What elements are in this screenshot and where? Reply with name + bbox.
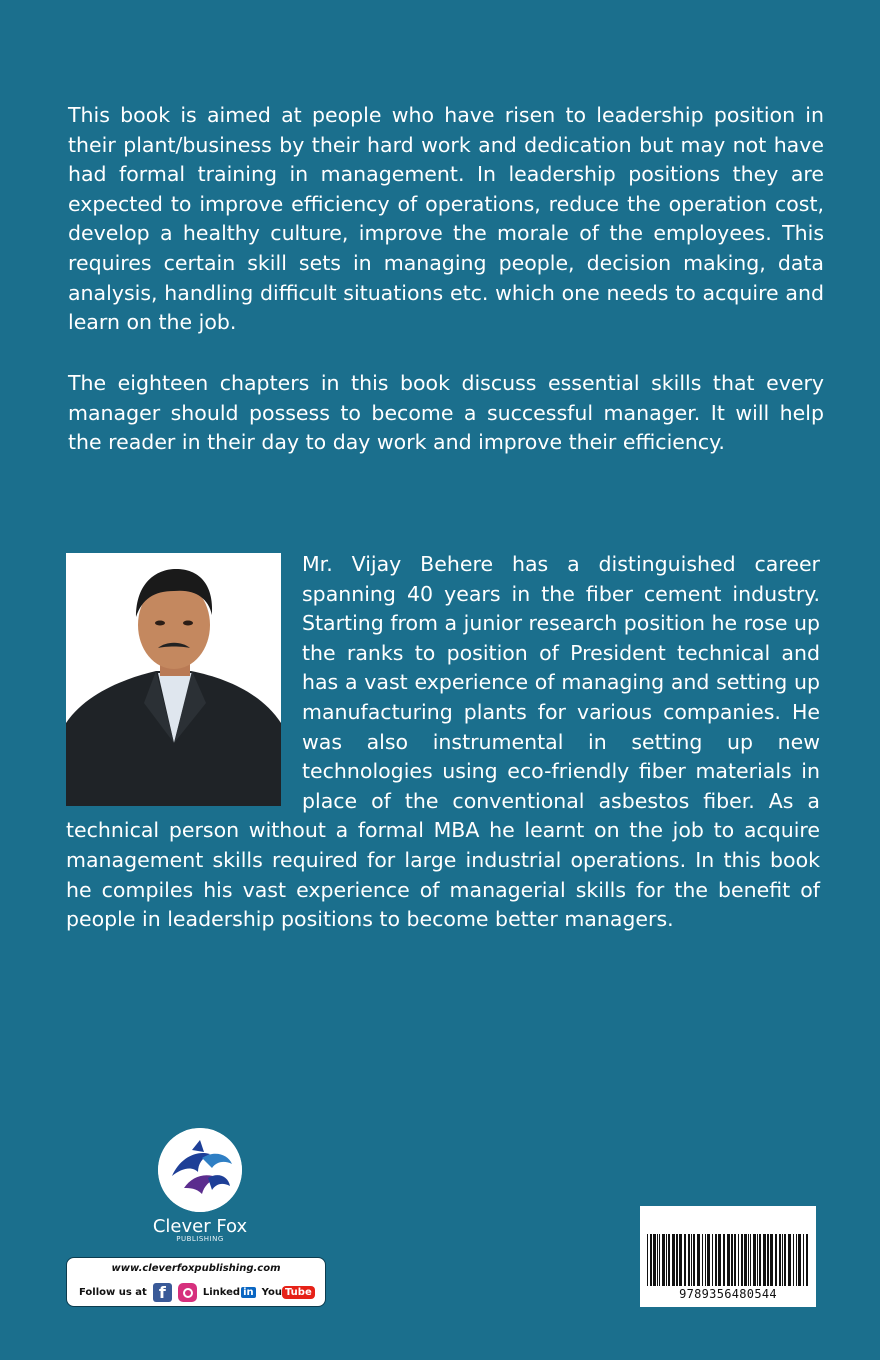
social-box xyxy=(66,1257,326,1307)
linkedin-badge: in xyxy=(243,1286,254,1298)
barcode-bar xyxy=(672,1234,675,1286)
barcode-bar xyxy=(693,1234,695,1286)
barcode-bar xyxy=(702,1234,703,1286)
barcode-bar xyxy=(712,1234,713,1286)
youtube-you: You xyxy=(261,1286,282,1298)
barcode-bar xyxy=(705,1234,706,1286)
publisher-name: Clever Fox xyxy=(152,1216,248,1237)
barcode-bar xyxy=(741,1234,743,1286)
barcode-bar xyxy=(793,1234,794,1286)
barcode-bar xyxy=(662,1234,665,1286)
barcode-bar xyxy=(657,1234,658,1286)
barcode-bar xyxy=(748,1234,749,1286)
youtube-tube: Tube xyxy=(282,1286,315,1299)
barcode-bar xyxy=(798,1234,801,1286)
publisher-logo xyxy=(146,1128,254,1268)
barcode-bar xyxy=(763,1234,766,1286)
linkedin-text: Linked xyxy=(202,1286,241,1298)
youtube-icon[interactable] xyxy=(262,1287,315,1298)
barcode-bar xyxy=(653,1234,656,1286)
barcode-bar xyxy=(676,1234,678,1286)
barcode-bar xyxy=(723,1234,725,1286)
blurb-paragraph-2: The eighteen chapters in this book discuss essential skills that every manager should possess to become a successful manager. It will help the reader in their day to day work and improve their efficiency. xyxy=(68,371,824,455)
blurb-paragraph-1: This book is aimed at people who have risen to leadership position in their plant/business by their hard work and dedication but may not have had formal training in management. In leadership positions they are expected to improve efficiency of operations, reduce the operation cost, develop a healthy culture, improve the morale of the employees. This requires certain skill sets in managing people, decision making, data analysis, handling difficult situations etc. which one needs to acquire and learn on the job. xyxy=(68,103,824,335)
facebook-icon[interactable] xyxy=(153,1283,172,1302)
barcode-bar xyxy=(659,1234,660,1286)
barcode xyxy=(640,1206,816,1307)
barcode-bar xyxy=(691,1234,692,1286)
publisher-website-link[interactable]: www.cleverfoxpublishing.com xyxy=(111,1263,281,1274)
barcode-bar xyxy=(715,1234,717,1286)
barcode-bar xyxy=(806,1234,808,1286)
barcode-bar xyxy=(666,1234,667,1286)
barcode-bar xyxy=(647,1234,648,1286)
barcode-bar xyxy=(679,1234,682,1286)
barcode-bar xyxy=(738,1234,739,1286)
barcode-bar xyxy=(770,1234,773,1286)
barcode-bar xyxy=(784,1234,786,1286)
barcode-bar xyxy=(775,1234,777,1286)
instagram-icon[interactable] xyxy=(178,1283,197,1302)
follow-label: Follow us at xyxy=(79,1286,147,1298)
barcode-bar xyxy=(731,1234,733,1286)
author-bio-text: Mr. Vijay Behere has a distinguished career spanning 40 years in the fiber cement industry. Starting from a junior research position he rose up the ranks to position of President technical and has a vast experience of managing and setting up manufacturing plants for various companies. He was also instrumental in setting up new technologies using eco-friendly fiber materials in place of the conventional asbestos fiber. As a technical person without a formal MBA he learnt on the job to acquire management skills required for large industrial operations. In this book he compiles his vast experience of managerial skills for the benefit of people in leadership positions to become better managers. xyxy=(66,552,820,932)
publisher-tagline: PUBLISHING xyxy=(176,1235,224,1243)
barcode-bar xyxy=(782,1234,783,1286)
barcode-bar xyxy=(668,1234,670,1286)
barcode-bar xyxy=(707,1234,710,1286)
facebook-glyph: f xyxy=(158,1282,166,1302)
isbn-number: 9789356480544 xyxy=(679,1287,777,1301)
barcode-bar xyxy=(650,1234,652,1286)
barcode-bar xyxy=(779,1234,781,1286)
barcode-bar xyxy=(759,1234,761,1286)
linkedin-icon[interactable] xyxy=(203,1287,256,1298)
barcode-bar xyxy=(767,1234,769,1286)
barcode-bar xyxy=(697,1234,700,1286)
barcode-bar xyxy=(796,1234,797,1286)
barcode-bar xyxy=(718,1234,721,1286)
barcode-bar xyxy=(788,1234,791,1286)
barcode-bar xyxy=(727,1234,730,1286)
author-bio xyxy=(66,550,820,935)
barcode-bar xyxy=(753,1234,756,1286)
barcode-bars-icon xyxy=(646,1234,810,1286)
barcode-bar xyxy=(734,1234,736,1286)
fox-logo-icon xyxy=(158,1128,242,1212)
barcode-bar xyxy=(757,1234,758,1286)
barcode-bar xyxy=(803,1234,804,1286)
barcode-bar xyxy=(750,1234,751,1286)
barcode-bar xyxy=(688,1234,690,1286)
barcode-bar xyxy=(744,1234,747,1286)
social-row xyxy=(79,1282,317,1302)
barcode-bar xyxy=(684,1234,686,1286)
